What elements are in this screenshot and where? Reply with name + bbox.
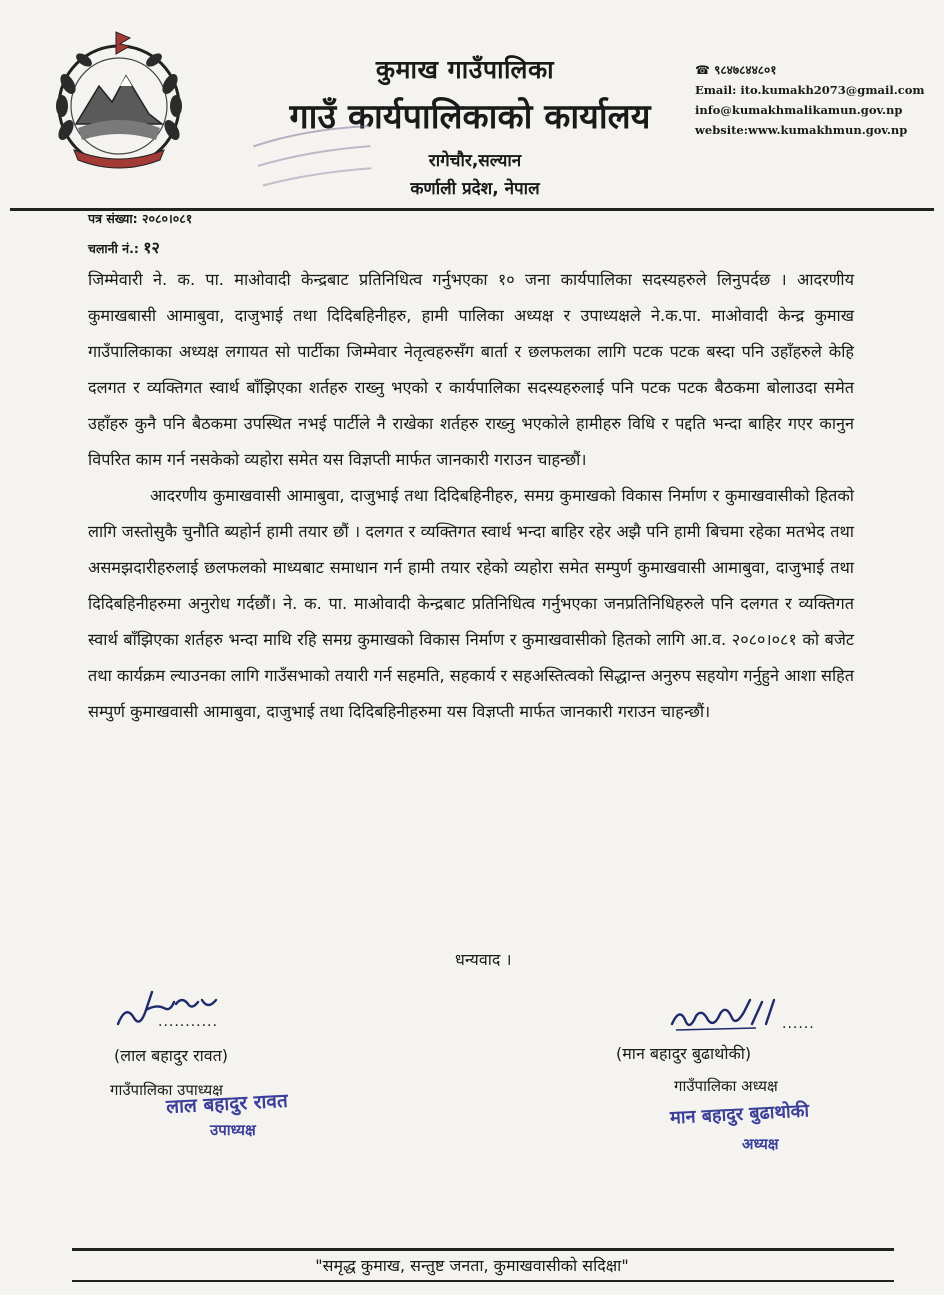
address-line-2: कर्णाली प्रदेश, नेपाल [410, 179, 540, 199]
vice-chair-title: गाउँपालिका उपाध्यक्ष [110, 1081, 223, 1099]
office-name: गाउँ कार्यपालिकाको कार्यालय [289, 97, 651, 137]
dispatch-number-label: चलानी नं.: [88, 241, 139, 256]
footer-motto: "समृद्ध कुमाख, सन्तुष्ट जनता, कुमाखवासीको सदिक्षा" [315, 1256, 629, 1275]
signature-chair [666, 994, 786, 1044]
dispatch-number [88, 236, 160, 258]
org-name: कुमाख गाउँपालिका [375, 55, 555, 84]
signature-line-dots: ...... [782, 1016, 815, 1032]
vice-chair-name: (लाल बहादुर रावत) [114, 1046, 229, 1065]
vice-chair-stamp-role: उपाध्यक्ष [210, 1121, 256, 1139]
body-paragraph-2: आदरणीय कुमाखवासी आमाबुवा, दाजुभाई तथा दिदिबहिनीहरु, समग्र कुमाखको विकास निर्माण र कुमाखवासीको हितको लागि जस्तोसुकै चुनौति ब्यहोर्न हामी तयार छौं । दलगत र व्यक्तिगत स्वार्थ भन्दा बाहिर रहेर अझै पनि हामी बिचमा रहेका मतभेद तथा असमझदारीहरुलाई छलफलको माध्यबाट समाधान गर्न हामी तयार रहेको व्यहोरा समेत सम्पुर्ण कुमाखवासी आमाबुवा, दाजुभाई तथा दिदिबहिनीहरुमा अनुरोध गर्दछौं। ने. क. पा. माओवादी केन्द्रबाट प्रतिनिधित्व गर्नुभएका जनप्रतिनिधिहरुले पनि दलगत र व्यक्तिगत स्वार्थ बाँझिएका शर्तहरु भन्दा माथि रहि समग्र कुमाखको विकास निर्माण र कुमाखवासीको हितको लागि आ.व. २०८०।०८१ को बजेट तथा कार्यक्रम ल्याउनका लागि गाउँसभाको तयारी गर्न सहमति, सहकार्य र सहअस्तित्वको सिद्धान्त अनुरुप सहयोग गर्नुहुने आशा सहित सम्पुर्ण कुमाखवासी आमाबुवा, दाजुभाई तथा दिदिबहिनीहरुमा यस विज्ञप्ती मार्फत जानकारी गराउन चाहन्छौं। [88, 486, 854, 721]
chair-stamp-role: अध्यक्ष [742, 1135, 779, 1153]
body-paragraph-1: जिम्मेवारी ने. क. पा. माओवादी केन्द्रबाट प्रतिनिधित्व गर्नुभएका १० जना कार्यपालिका सदस्यहरुले लिनुपर्दछ । आदरणीय कुमाखबासी आमाबुवा, दाजुभाई तथा दिदिबहिनीहरु, हामी पालिका अध्यक्ष र उपाध्यक्षले ने.क.पा. माओवादी केन्द्र कुमाख गाउँपालिकाका अध्यक्ष लगायत सो पार्टीका जिम्मेवार नेतृत्वहरुसँग बार्ता र छलफलका लागि पटक पटक बस्दा पनि उहाँहरुले केहि दलगत र व्यक्तिगत स्वार्थ बाँझिएका शर्तहरु राख्नु भएको र कार्यपालिका सदस्यहरुलाई पनि पटक पटक बैठकमा बोलाउदा समेत उहाँहरु कुनै पनि बैठकमा उपस्थित नभई पार्टीले नै राखेका शर्तहरु राख्नु भएकोले हामीहरु विधि र पद्दति भन्दा बाहिर गएर कानुन विपरित काम गर्न नसकेको व्यहोरा समेत यस विज्ञप्ती मार्फत जानकारी गराउन चाहन्छौं। [88, 270, 854, 469]
vice-chair-stamp-name: लाल बहादुर रावत [165, 1089, 289, 1119]
dispatch-number-value: १२ [143, 238, 160, 257]
info-email: info@kumakhmalikamun.gov.np [695, 103, 903, 117]
letter-number [88, 210, 192, 227]
footer-divider-bottom [72, 1280, 894, 1282]
nepal-emblem-icon [44, 24, 194, 174]
signature-line-dots: ........... [158, 1014, 218, 1030]
chair-stamp-name: मान बहादुर बुढाथोकी [669, 1100, 810, 1129]
contact-block [695, 60, 935, 140]
email-address: Email: ito.kumakh2073@gmail.com [695, 83, 925, 97]
footer-divider-top [72, 1248, 894, 1251]
chair-name: (मान बहादुर बुढाथोकी) [616, 1044, 752, 1063]
website: website:www.kumakhmun.gov.np [695, 123, 908, 137]
letter-body [88, 262, 854, 730]
letter-number-label: पत्र संख्या: [88, 211, 138, 226]
chair-title: गाउँपालिका अध्यक्ष [674, 1077, 778, 1095]
closing-thanks: धन्यवाद । [455, 950, 512, 969]
letter-number-value: २०८०।०८१ [141, 211, 193, 226]
address-line-1: रागेचौर,सल्यान [428, 151, 522, 171]
phone-number: ☎ ९८४७८४४८०१ [695, 63, 777, 77]
